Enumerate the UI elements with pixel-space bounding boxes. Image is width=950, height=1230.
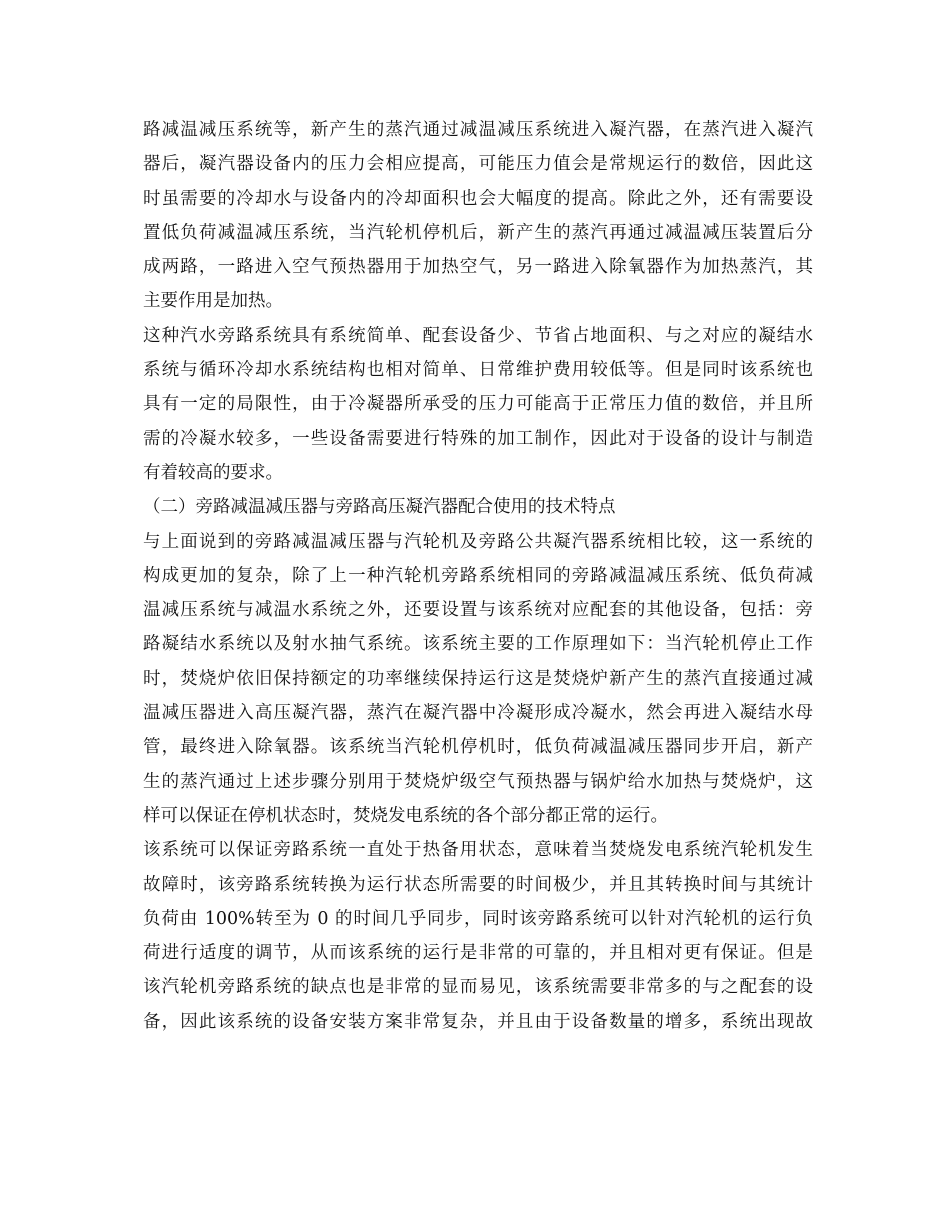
text-line: 置低负荷减温减压系统，当汽轮机停机后，新产生的蒸汽再通过减温减压装置后分 xyxy=(143,222,813,243)
text-line: 主要作用是加热。 xyxy=(143,291,283,312)
text-line: 该汽轮机旁路系统的缺点也是非常的显而易见，该系统需要非常多的与之配套的设 xyxy=(143,977,813,998)
text-line: 路减温减压系统等，新产生的蒸汽通过减温减压系统进入凝汽器，在蒸汽进入凝汽 xyxy=(143,120,813,140)
text-line: 温减压器进入高压凝汽器，蒸汽在凝汽器中冷凝形成冷凝水，然会再进入凝结水母 xyxy=(143,703,813,724)
text-line: 有着较高的要求。 xyxy=(143,462,283,483)
section-heading: （二）旁路减温减压器与旁路高压凝汽器配合使用的技术特点 xyxy=(143,497,616,518)
text-line: 构成更加的复杂，除了上一种汽轮机旁路系统相同的旁路减温减压系统、低负荷减 xyxy=(143,565,813,586)
text-line: 时，焚烧炉依旧保持额定的功率继续保持运行这是焚烧炉新产生的蒸汽直接通过减 xyxy=(143,668,813,689)
document-body xyxy=(143,113,813,1039)
text-line: 备，因此该系统的设备安装方案非常复杂，并且由于设备数量的增多，系统出现故 xyxy=(143,1011,813,1032)
text-line: 温减压系统与减温水系统之外，还要设置与该系统对应配套的其他设备，包括：旁 xyxy=(143,600,813,621)
text-line: 荷进行适度的调节，从而该系统的运行是非常的可靠的，并且相对更有保证。但是 xyxy=(143,943,813,964)
text-line: 成两路，一路进入空气预热器用于加热空气，另一路进入除氧器作为加热蒸汽，其 xyxy=(143,257,813,278)
text-line: 时虽需要的冷却水与设备内的冷却面积也会大幅度的提高。除此之外，还有需要设 xyxy=(143,188,813,209)
text-line: 管，最终进入除氧器。该系统当汽轮机停机时，低负荷减温减压器同步开启，新产 xyxy=(143,737,813,758)
text-line: 系统与循环冷却水系统结构也相对简单、日常维护费用较低等。但是同时该系统也 xyxy=(143,360,813,381)
text-line: 这种汽水旁路系统具有系统简单、配套设备少、节省占地面积、与之对应的凝结水 xyxy=(143,325,813,346)
text-line: 具有一定的局限性，由于冷凝器所承受的压力可能高于正常压力值的数倍，并且所 xyxy=(143,394,813,415)
text-line: 故障时，该旁路系统转换为运行状态所需要的时间极少，并且其转换时间与其统计 xyxy=(143,874,813,895)
text-line: 与上面说到的旁路减温减压器与汽轮机及旁路公共凝汽器系统相比较，这一系统的 xyxy=(143,531,813,552)
text-line: 生的蒸汽通过上述步骤分别用于焚烧炉级空气预热器与锅炉给水加热与焚烧炉，这 xyxy=(143,771,813,792)
text-line: 样可以保证在停机状态时，焚烧发电系统的各个部分都正常的运行。 xyxy=(143,805,668,826)
text-line: 该系统可以保证旁路系统一直处于热备用状态，意味着当焚烧发电系统汽轮机发生 xyxy=(143,840,813,861)
text-line: 器后，凝汽器设备内的压力会相应提高，可能压力值会是常规运行的数倍，因此这 xyxy=(143,154,813,175)
text-line: 路凝结水系统以及射水抽气系统。该系统主要的工作原理如下：当汽轮机停止工作 xyxy=(143,634,813,655)
text-line: 负荷由 100%转至为 0 的时间几乎同步，同时该旁路系统可以针对汽轮机的运行负 xyxy=(143,908,813,929)
text-line: 需的冷凝水较多，一些设备需要进行特殊的加工制作，因此对于设备的设计与制造 xyxy=(143,428,813,449)
